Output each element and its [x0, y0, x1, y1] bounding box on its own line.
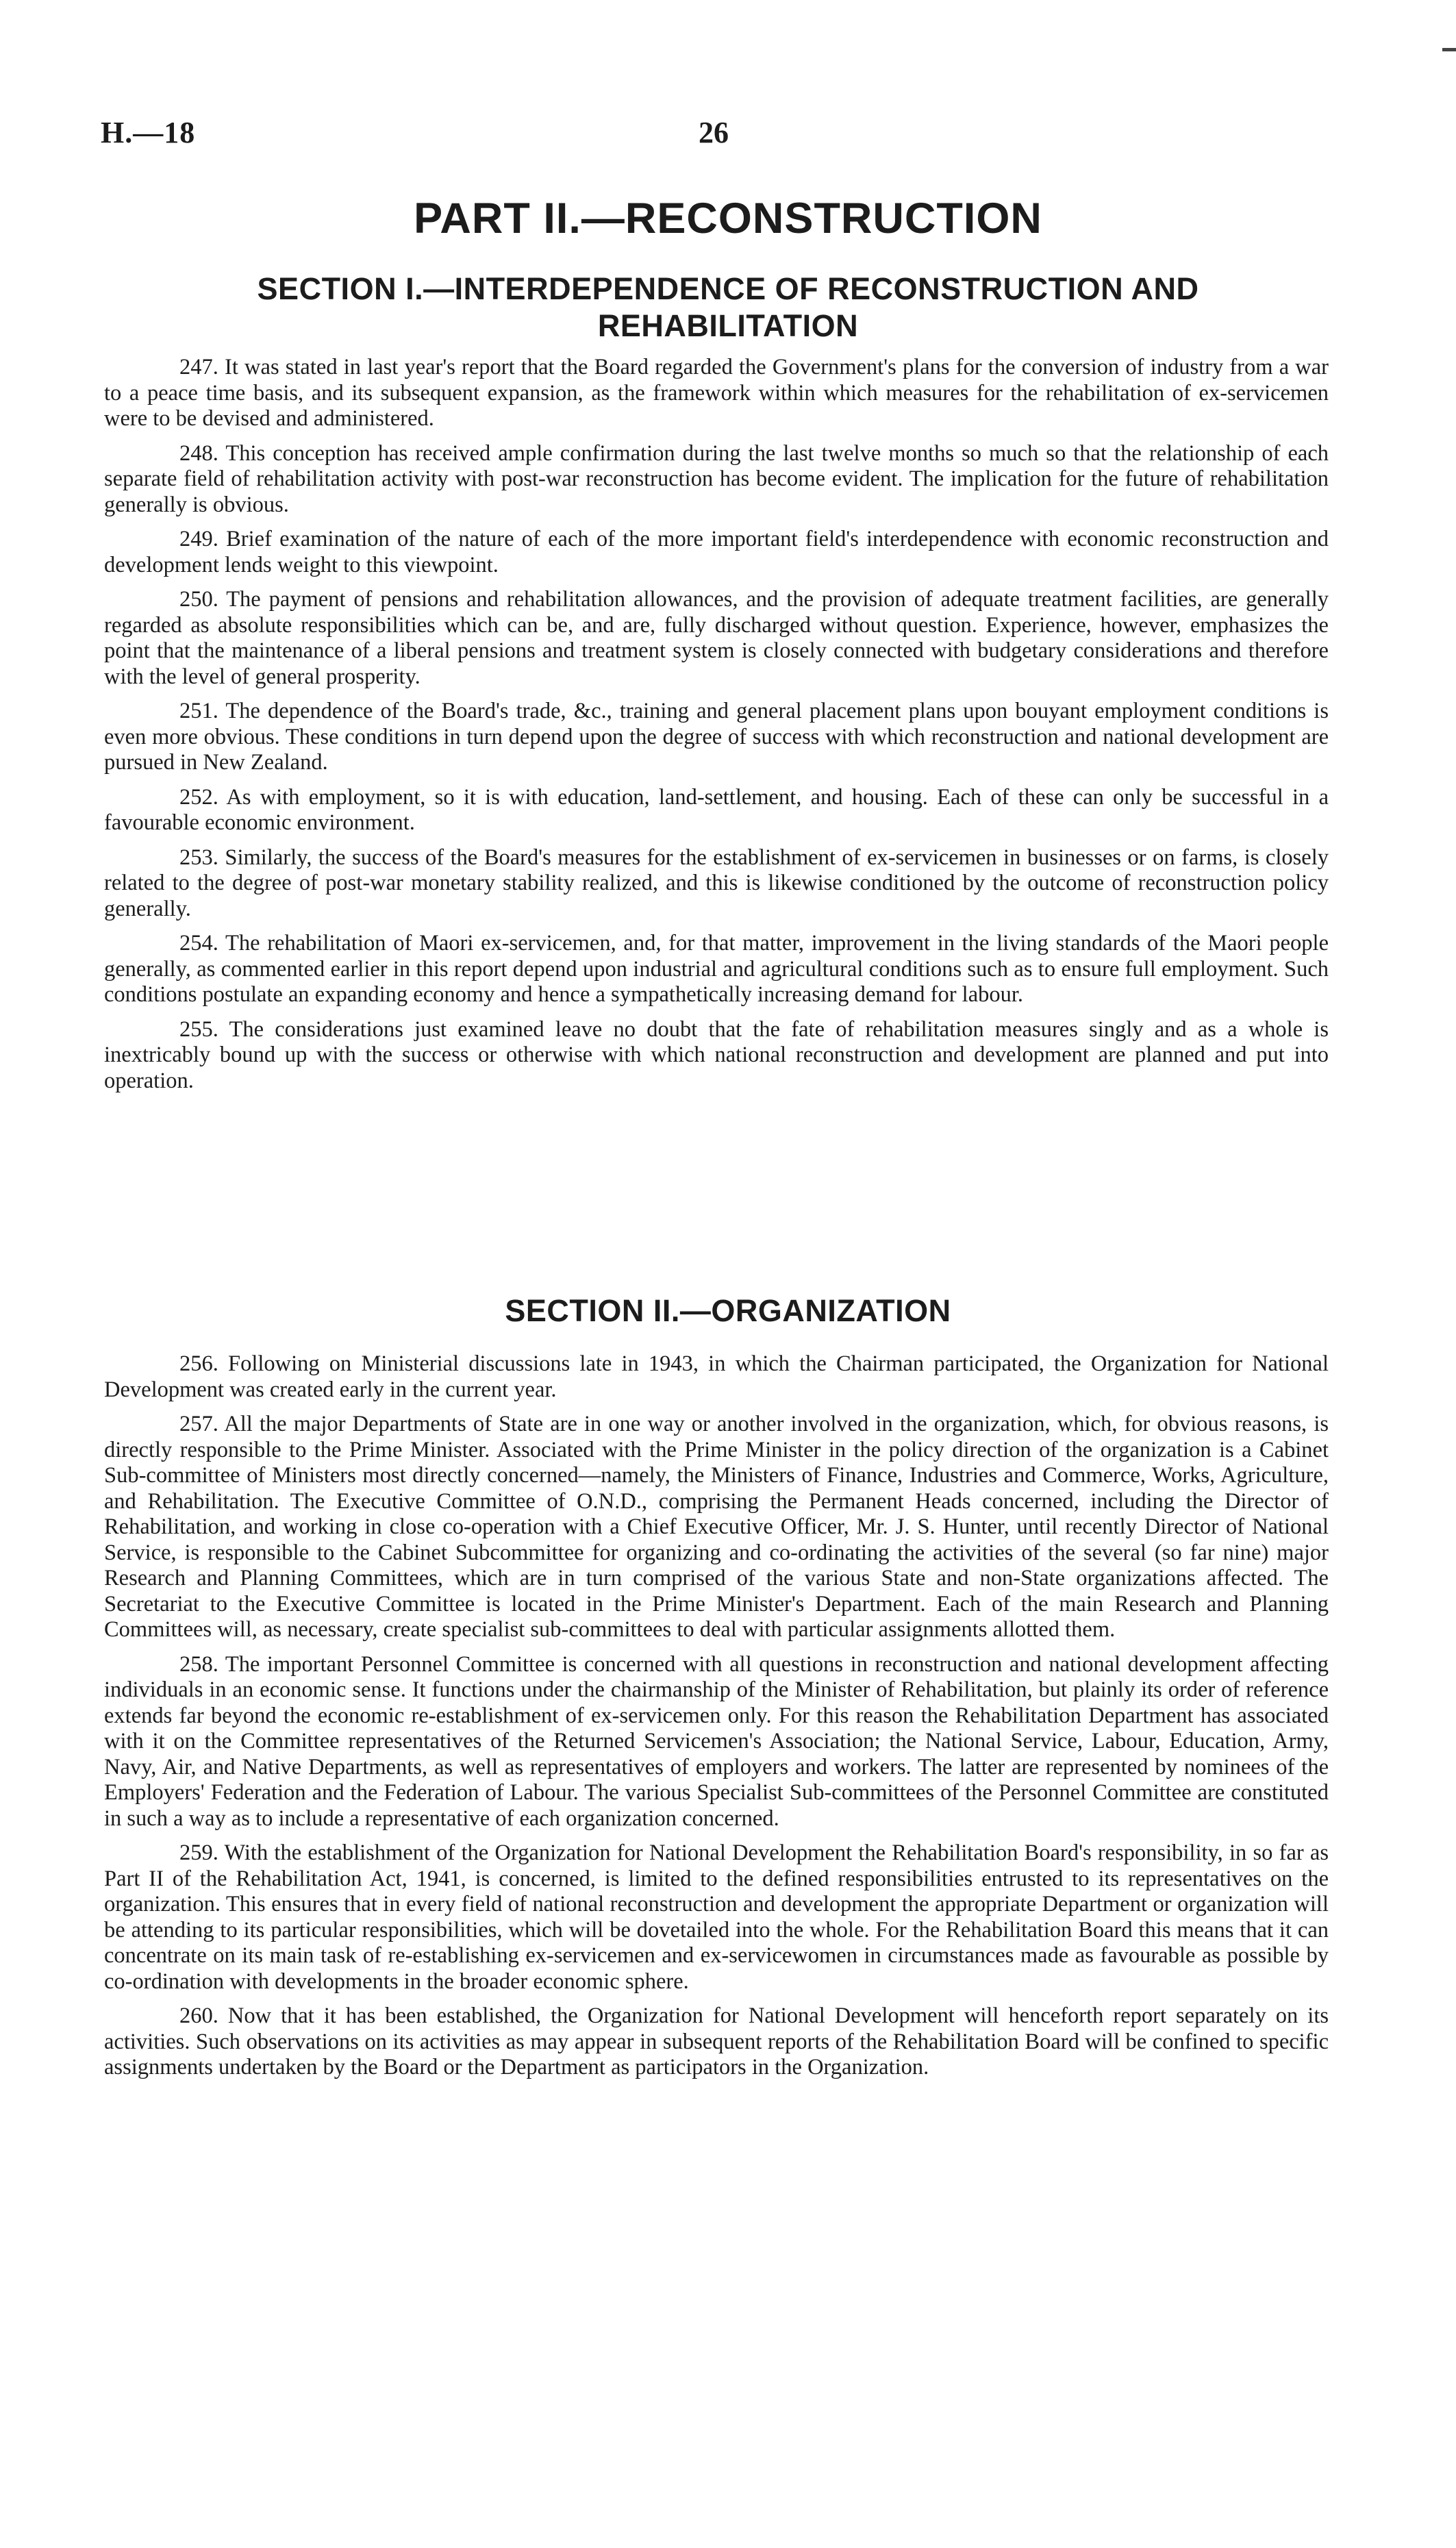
part-title: PART II.—RECONSTRUCTION	[414, 195, 1042, 242]
paragraph-257: 257. All the major Departments of State are in one way or another involved in the organization, which, for obvious reasons, is directly responsible to the Prime Minister. Associated with the Prime Minister in the policy direction of the organization is a Cabinet Sub-committee of Ministers most directly concerned—namely, the Ministers of Finance, Industries and Commerce, Works, Agriculture, and Rehabilitation. The Executive Committee of O.N.D., comprising the Permanent Heads concerned, including the Director of Rehabilitation, and working in close co-operation with a Chief Executive Officer, Mr. J. S. Hunter, until recently Director of National Service, is responsible to the Cabinet Subcommittee for organizing and co-ordinating the activities of the several (so far nine) major Research and Planning Committees, which are in turn comprised of the various State and non-State organizations affected. The Secretariat to the Executive Committee is located in the Prime Minister's Department. Each of the main Research and Planning Committees will, as necessary, create specialist sub-committees to deal with particular assignments allotted them.	[104, 1412, 1329, 1642]
page-edge-mark	[1442, 48, 1456, 51]
section-2-title: SECTION II.—ORGANIZATION	[505, 1293, 951, 1328]
paragraph-256: 256. Following on Ministerial discussions late in 1943, in which the Chairman participated, the Organization for National Development was created early in the current year.	[104, 1351, 1329, 1402]
paragraph-247: 247. It was stated in last year's report that the Board regarded the Government's plans for the conversion of industry from a war to a peace time basis, and its subsequent expansion, as the framework within which measures for the rehabilitation of ex-servicemen were to be devised and administered.	[104, 355, 1329, 431]
paragraph-253: 253. Similarly, the success of the Board's measures for the establishment of ex-servicemen in businesses or on farms, is closely related to the degree of post-war monetary stability realized, and this is likewise conditioned by the outcome of reconstruction policy generally.	[104, 845, 1329, 921]
paragraph-260: 260. Now that it has been established, the Organization for National Development will henceforth report separately on its activities. Such observations on its activities as may appear in subsequent reports of the Rehabilitation Board will be confined to specific assignments undertaken by the Board or the Department as participators in the Organization.	[104, 2003, 1329, 2079]
paragraph-250: 250. The payment of pensions and rehabilitation allowances, and the provision of adequate treatment facilities, are generally regarded as absolute responsibilities which can be, and are, fully discharged without question. Experience, however, emphasizes the point that the maintenance of a liberal pensions and treatment system is closely connected with budgetary considerations and therefore with the level of general prosperity.	[104, 587, 1329, 689]
paragraph-249: 249. Brief examination of the nature of each of the more important field's interdependence with economic reconstruction and development lends weight to this viewpoint.	[104, 527, 1329, 577]
paragraph-252: 252. As with employment, so it is with education, land-settlement, and housing. Each of these can only be successful in a favourable economic environment.	[104, 784, 1329, 835]
section-1-title: SECTION I.—INTERDEPENDENCE OF RECONSTRUCTION AND REHABILITATION	[257, 271, 1199, 343]
paragraph-251: 251. The dependence of the Board's trade, &c., training and general placement plans upon bouyant employment conditions is even more obvious. These conditions in turn depend upon the degree of success with which reconstruction and national development are pursued in New Zealand.	[104, 699, 1329, 775]
paragraph-248: 248. This conception has received ample confirmation during the last twelve months so much so that the relationship of each separate field of rehabilitation activity with post-war reconstruction has become evident. The implication for the future of rehabilitation generally is obvious.	[104, 440, 1329, 517]
paragraph-255: 255. The considerations just examined leave no doubt that the fate of rehabilitation measures singly and as a whole is inextricably bound up with the success or otherwise with which national reconstruction and development are planned and put into operation.	[104, 1016, 1329, 1093]
document-id: H.—18	[101, 116, 196, 149]
page-number: 26	[699, 116, 729, 149]
section-1-body	[104, 355, 1329, 1103]
paragraph-259: 259. With the establishment of the Organization for National Development the Rehabilitation Board's responsibility, in so far as Part II of the Rehabilitation Act, 1941, is concerned, is limited to the defined responsibilities entrusted to its representatives on the organization. This ensures that in every field of national reconstruction and development the appropriate Department or organization will be attending to its particular responsibilities, which will be dovetailed into the whole. For the Rehabilitation Board this means that it can concentrate on its main task of re-establishing ex-servicemen and ex-servicewomen in circumstances made as favourable as possible by co-ordination with developments in the broader economic sphere.	[104, 1840, 1329, 1994]
paragraph-258: 258. The important Personnel Committee is concerned with all questions in reconstruction and national development affecting individuals in an economic sense. It functions under the chairmanship of the Minister of Rehabilitation, but plainly its order of reference extends far beyond the economic re-establishment of ex-servicemen only. For this reason the Rehabilitation Department has associated with it on the Committee representatives of the Returned Servicemen's Association; the National Service, Labour, Education, Army, Navy, Air, and Native Departments, as well as representatives of employers and workers. The latter are represented by nominees of the Employers' Federation and the Federation of Labour. The various Specialist Sub-committees of the Personnel Committee are constituted in such a way as to include a representative of each organization concerned.	[104, 1651, 1329, 1831]
paragraph-254: 254. The rehabilitation of Maori ex-servicemen, and, for that matter, improvement in the living standards of the Maori people generally, as commented earlier in this report depend upon industrial and agricultural conditions such as to ensure full employment. Such conditions postulate an expanding economy and hence a sympathetically increasing demand for labour.	[104, 931, 1329, 1007]
section-2-body	[104, 1351, 1329, 2090]
